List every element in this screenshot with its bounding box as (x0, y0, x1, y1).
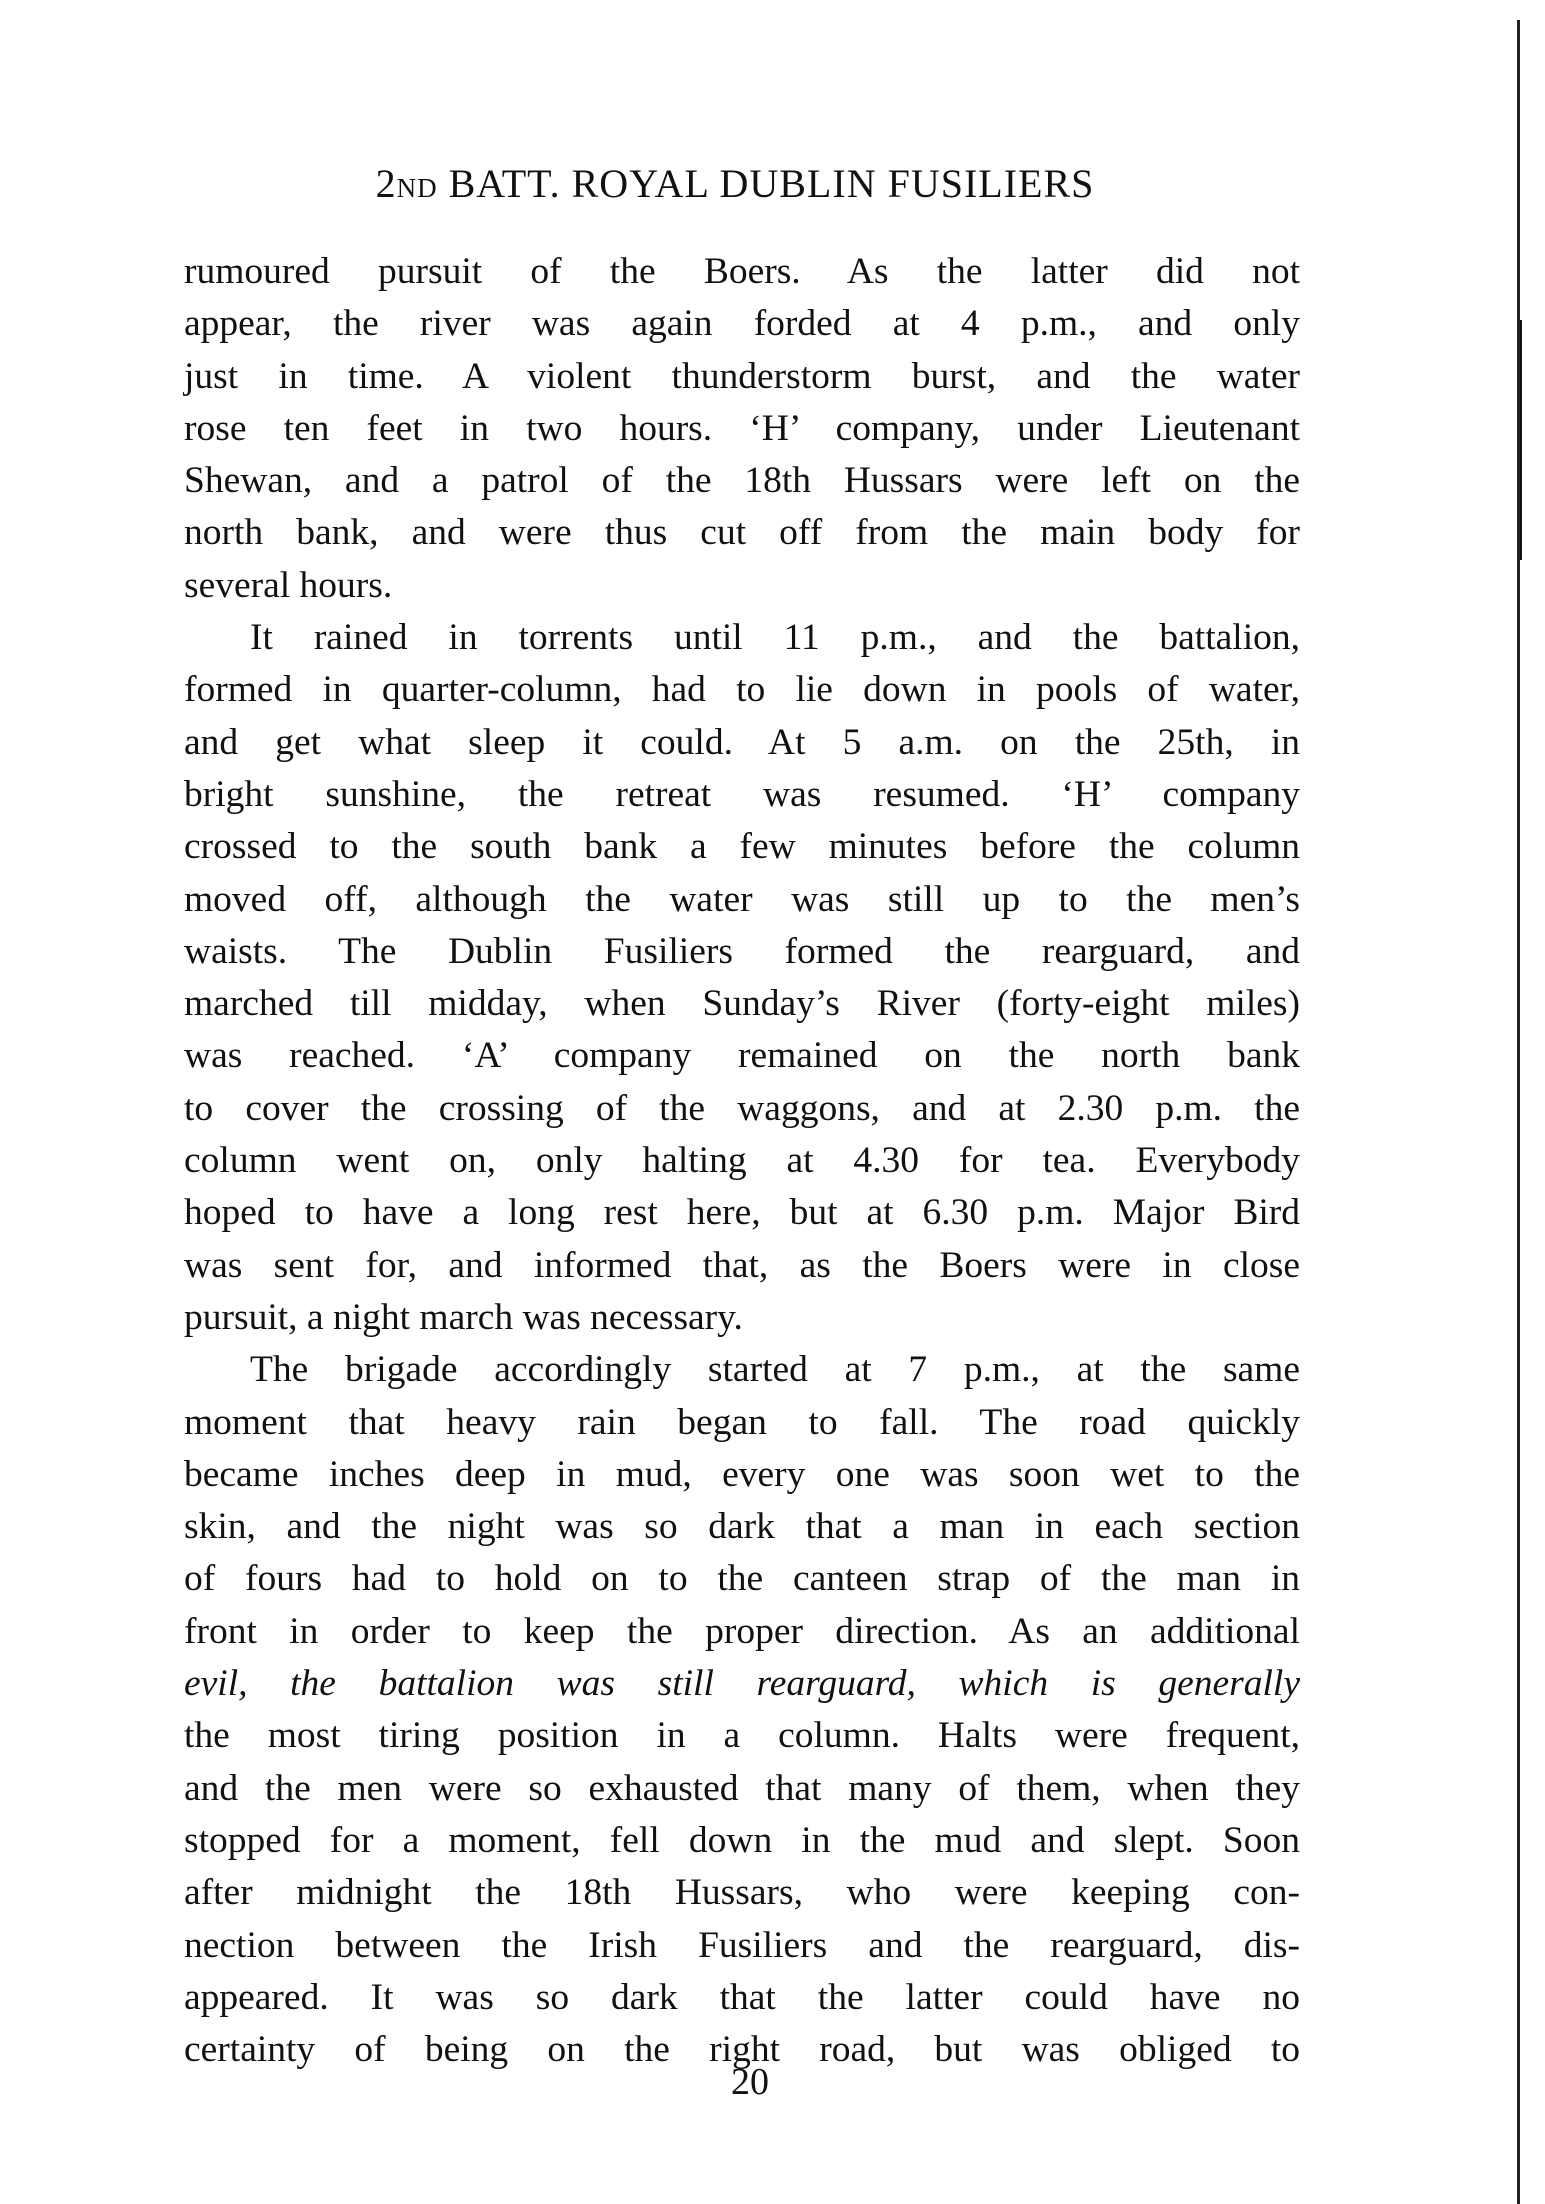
text-line: pursuit, a night march was necessary. (184, 1296, 743, 1338)
header-number-suffix: ND (396, 173, 438, 203)
text-line: marched till midday, when Sunday’s River (forty-eight miles) (184, 983, 1300, 1025)
text-line: and get what sleep it could. At 5 a.m. on the 25th, in (184, 721, 1300, 763)
text-line: formed in quarter-column, had to lie down in pools of water, (184, 669, 1300, 711)
header-number: 2 (375, 161, 397, 206)
text-line: after midnight the 18th Hussars, who were keeping con- (184, 1872, 1300, 1914)
text-line: crossed to the south bank a few minutes before the column (184, 826, 1300, 868)
text-line: to cover the crossing of the waggons, and at 2.30 p.m. the (184, 1087, 1300, 1129)
text-line: appeared. It was so dark that the latter could have no (184, 1976, 1300, 2018)
text-line: The brigade accordingly started at 7 p.m., at the same (250, 1349, 1300, 1391)
text-line: waists. The Dublin Fusiliers formed the rearguard, and (184, 930, 1300, 972)
text-line: became inches deep in mud, every one was soon wet to the (184, 1453, 1300, 1495)
text-line: was reached. ‘A’ company remained on the north bank (184, 1035, 1300, 1077)
text-line: It rained in torrents until 11 p.m., and the battalion, (250, 617, 1300, 659)
text-line: nection between the Irish Fusiliers and the rearguard, dis- (184, 1924, 1300, 1966)
text-line: front in order to keep the proper direction. As an additional (184, 1610, 1300, 1652)
text-line: rose ten feet in two hours. ‘H’ company, under Lieutenant (184, 407, 1300, 449)
text-line: evil, the battalion was still rearguard, which is generally (184, 1663, 1300, 1705)
text-line: skin, and the night was so dark that a man in each section (184, 1506, 1300, 1548)
text-line: of fours had to hold on to the canteen strap of the man in (184, 1558, 1300, 1600)
text-line: was sent for, and informed that, as the Boers were in close (184, 1244, 1300, 1286)
text-line: hoped to have a long rest here, but at 6.30 p.m. Major Bird (184, 1192, 1300, 1234)
text-line: moment that heavy rain began to fall. The road quickly (184, 1401, 1300, 1443)
text-line: rumoured pursuit of the Boers. As the latter did not (184, 251, 1300, 292)
text-line: bright sunshine, the retreat was resumed. ‘H’ company (184, 773, 1300, 815)
page-edge-shadow (1520, 320, 1522, 560)
page-number: 20 (731, 2061, 769, 2103)
text-line: certainty of being on the right road, but was obliged to (184, 2029, 1300, 2071)
text-line: north bank, and were thus cut off from the main body for (184, 512, 1300, 554)
text-line: several hours. (184, 564, 393, 606)
text-line: Shewan, and a patrol of the 18th Hussars were left on the (184, 460, 1300, 502)
body-text (184, 246, 1300, 2076)
text-line: the most tiring position in a column. Halts were frequent, (184, 1715, 1300, 1757)
text-line: and the men were so exhausted that many of them, when they (184, 1767, 1300, 1809)
text-line: stopped for a moment, fell down in the mud and slept. Soon (184, 1819, 1300, 1861)
text-line: appear, the river was again forded at 4 p.m., and only (184, 303, 1300, 345)
text-line: moved off, although the water was still up to the men’s (184, 878, 1300, 920)
running-header (0, 160, 1470, 207)
text-line: column went on, only halting at 4.30 for tea. Everybody (184, 1140, 1300, 1182)
text-line: just in time. A violent thunderstorm burst, and the water (184, 355, 1300, 397)
header-title: BATT. ROYAL DUBLIN FUSILIERS (437, 161, 1095, 206)
